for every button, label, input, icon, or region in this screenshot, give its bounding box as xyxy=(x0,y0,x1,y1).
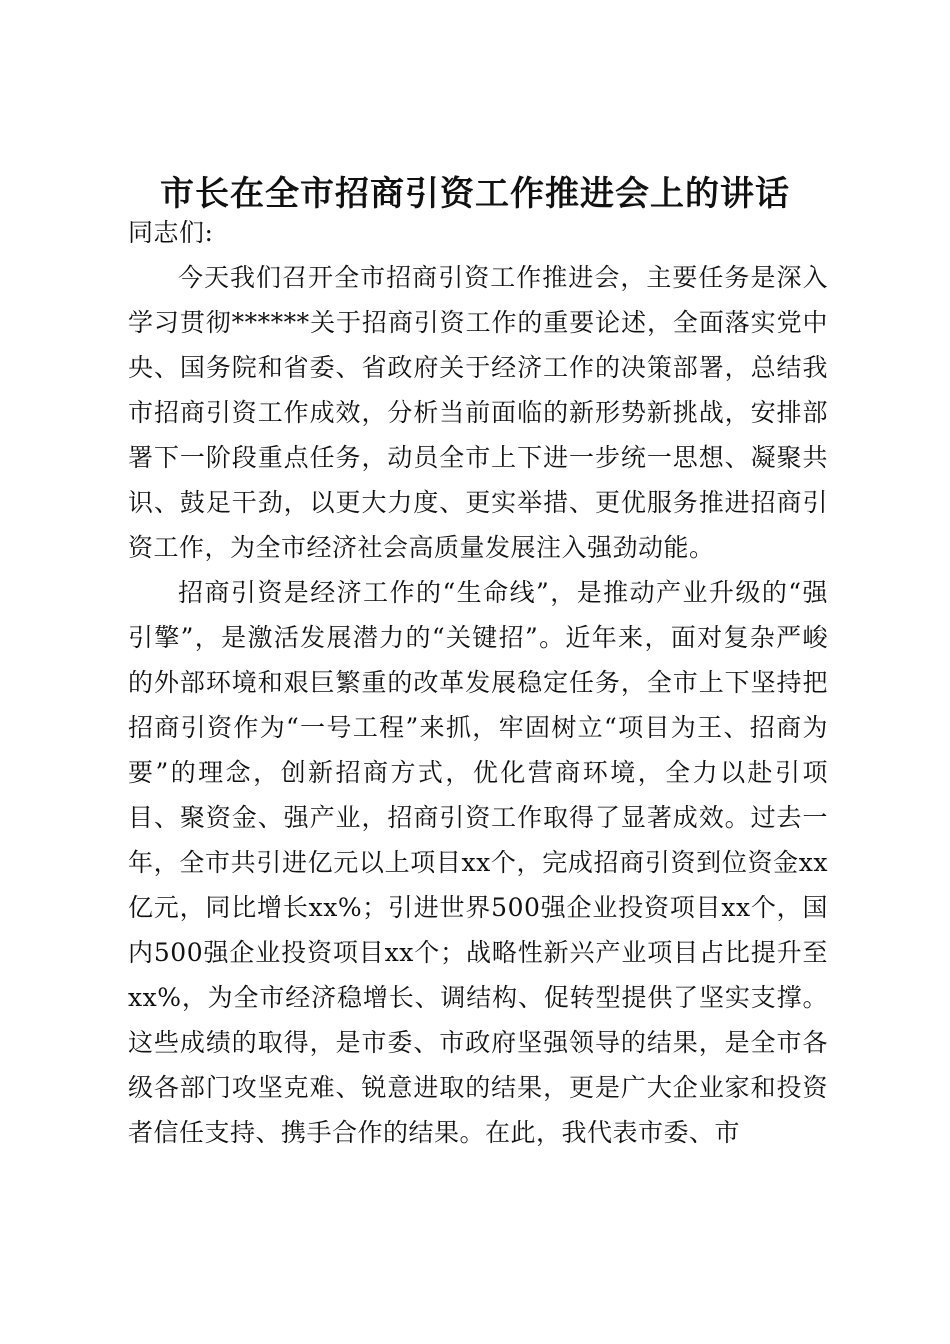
document-body xyxy=(128,210,828,1155)
paragraph-2: 招商引资是经济工作的“生命线”，是推动产业升级的“强引擎”，是激活发展潜力的“关键招”。近年来，面对复杂严峻的外部环境和艰巨繁重的改革发展稳定任务，全市上下坚持把招商引资作为“一号工程”来抓，牢固树立“项目为王、招商为要”的理念，创新招商方式，优化营商环境，全力以赴引项目、聚资金、强产业，招商引资工作取得了显著成效。过去一年，全市共引进亿元以上项目xx个，完成招商引资到位资金xx亿元，同比增长xx%；引进世界500强企业投资项目xx个，国内500强企业投资项目xx个；战略性新兴产业项目占比提升至xx%，为全市经济稳增长、调结构、促转型提供了坚实支撑。这些成绩的取得，是市委、市政府坚强领导的结果，是全市各级各部门攻坚克难、锐意进取的结果，更是广大企业家和投资者信任支持、携手合作的结果。在此，我代表市委、市 xyxy=(128,578,828,1147)
paragraph-1: 今天我们召开全市招商引资工作推进会，主要任务是深入学习贯彻******关于招商引资工作的重要论述，全面落实党中央、国务院和省委、省政府关于经济工作的决策部署，总结我市招商引资工作成效，分析当前面临的新形势新挑战，安排部署下一阶段重点任务，动员全市上下进一步统一思想、凝聚共识、鼓足干劲，以更大力度、更实举措、更优服务推进招商引资工作，为全市经济社会高质量发展注入强劲动能。 xyxy=(128,263,828,562)
document-title: 市长在全市招商引资工作推进会上的讲话 xyxy=(160,174,790,214)
salutation: 同志们: xyxy=(128,218,214,247)
